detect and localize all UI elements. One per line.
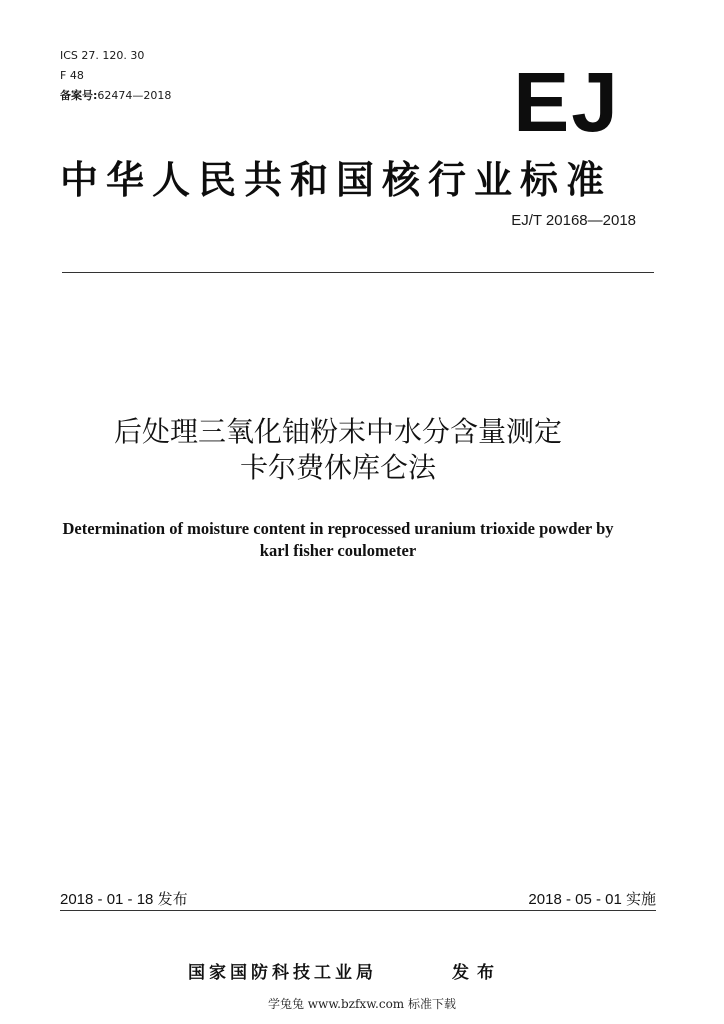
category-code: EJ (513, 55, 620, 149)
standard-number: EJ/T 20168—2018 (511, 212, 636, 229)
issue-date: 2018 - 01 - 18 发布 (60, 891, 188, 908)
implementation-date: 2018 - 05 - 01 实施 (528, 891, 656, 908)
standard-title: 中华人民共和国核行业标准 (60, 158, 613, 202)
header-divider (62, 272, 654, 273)
ics-code: ICS 27. 120. 30 (60, 49, 145, 62)
record-value: 62474—2018 (97, 89, 172, 102)
title-cn-line2: 卡尔费休库仑法 (239, 451, 436, 484)
classification-code: F 48 (60, 69, 84, 82)
footer-divider (60, 910, 656, 911)
issue-action: 发布 (452, 963, 502, 983)
issuing-authority: 国家国防科技工业局 (188, 963, 377, 983)
watermark-footer: 学兔兔 www.bzfxw.com 标准下载 (267, 997, 457, 1011)
title-en-line1: Determination of moisture content in reprocessed uranium trioxide powder by (62, 519, 614, 538)
record-number (60, 88, 171, 103)
title-en-line2: karl fisher coulometer (259, 541, 417, 560)
record-label: 备案号: (60, 89, 98, 102)
title-cn-line1: 后处理三氧化铀粉末中水分含量测定 (113, 415, 562, 448)
